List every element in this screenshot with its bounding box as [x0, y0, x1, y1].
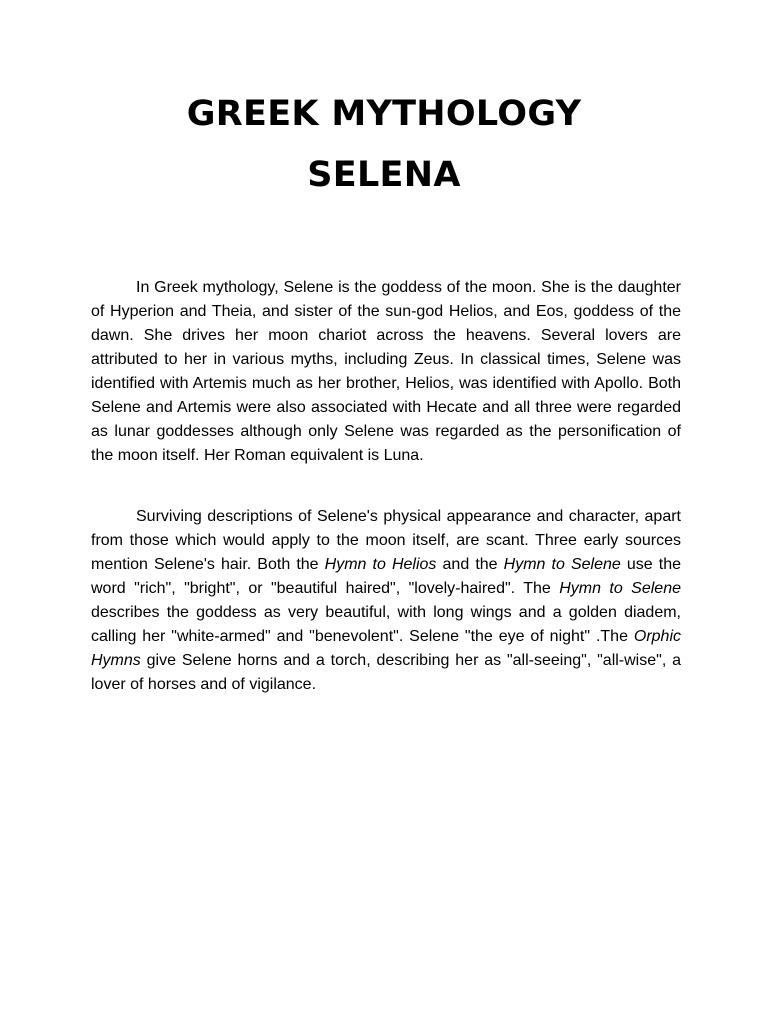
paragraph-2: [91, 505, 681, 697]
italic-title-hymn-to-helios: Hymn to Helios: [324, 556, 437, 573]
paragraph-1: [91, 276, 681, 468]
paragraph-2-text-4: describes the goddess as very beautiful, with long wings and a golden diadem, calling her "white-armed" and "benevolent". Selene "the eye of night" .The: [91, 604, 681, 645]
italic-title-hymn-to-selene-2: Hymn to Selene: [559, 580, 681, 597]
document-title: GREEK MYTHOLOGY: [186, 94, 582, 134]
paragraph-1-text: In Greek mythology, Selene is the goddess of the moon. She is the daughter of Hyperion and Theia, and sister of the sun-god Helios, and Eos, goddess of the dawn. She drives her moon chariot across the heavens. Several lovers are attributed to her in various myths, including Zeus. In classical times, Selene was identified with Artemis much as her brother, Helios, was identified with Apollo. Both Selene and Artemis were also associated with Hecate and all three were regarded as lunar goddesses although only Selene was regarded as the personification of the moon itself. Her Roman equivalent is Luna.: [91, 279, 681, 464]
italic-title-orphic-hymns: Orphic Hymns: [91, 628, 681, 669]
paragraph-2-text-3: use the word "rich", "bright", or "beautiful haired", "lovely-haired". The: [91, 556, 682, 597]
italic-title-hymn-to-selene: Hymn to Selene: [503, 556, 621, 573]
paragraph-2-text-5: give Selene horns and a torch, describing her as "all-seeing", "all-wise", a lover of horses and of vigilance.: [91, 652, 681, 693]
document-subtitle: SELENA: [307, 155, 461, 195]
paragraph-2-text-1: Surviving descriptions of Selene's physical appearance and character, apart from those which would apply to the moon itself, are scant. Three early sources mention Selene's hair. Both the: [91, 508, 681, 573]
paragraph-2-text-2: and the: [436, 556, 504, 573]
